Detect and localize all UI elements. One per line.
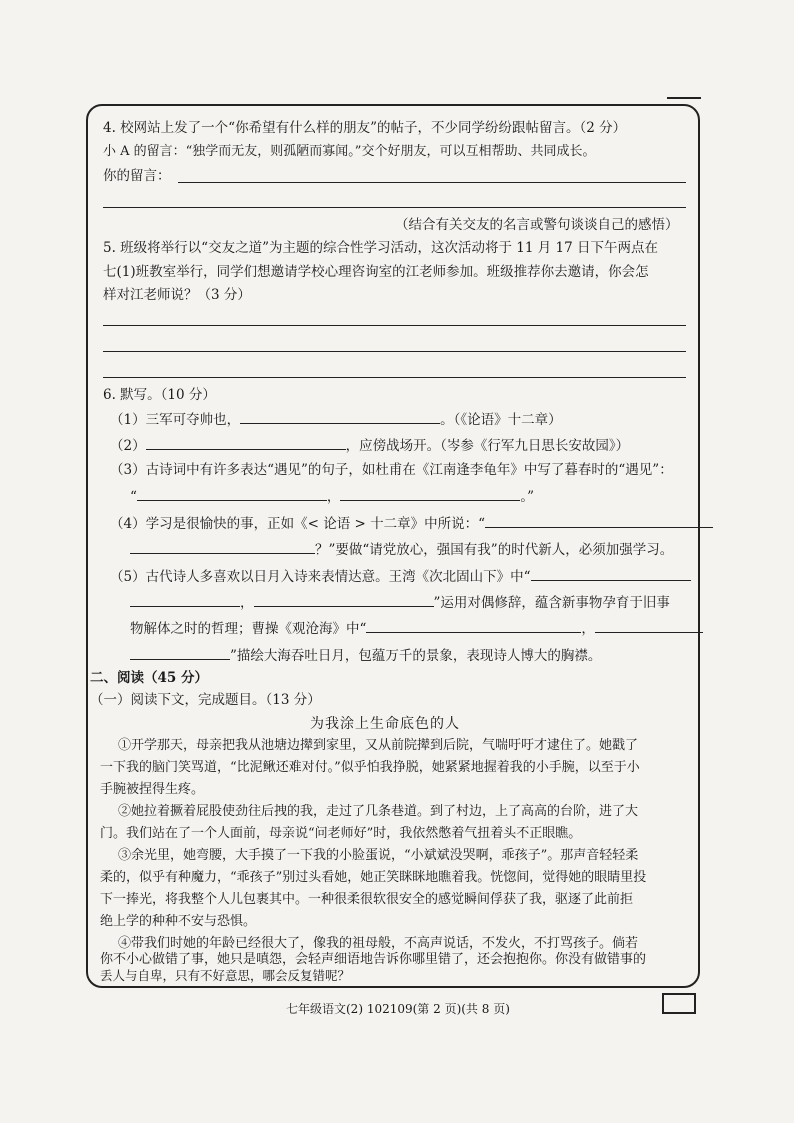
- q4-answer-line-1[interactable]: [178, 182, 686, 183]
- q5-line-2: 七(1)班教室举行，同学们想邀请学校心理咨询室的江老师参加。班级推荐你去邀请，你会怎: [103, 264, 649, 280]
- q6-item-1-post: 。（《论语》十二章）: [440, 412, 562, 428]
- q6-item-5-blank-2[interactable]: [130, 594, 240, 607]
- q6-item-5-comma-2: ，: [581, 621, 595, 637]
- q6-item-4-blank-2[interactable]: [130, 541, 315, 554]
- q6-item-5-blank-6[interactable]: [130, 647, 230, 660]
- q6-item-5-line-2: [130, 594, 670, 611]
- q6-item-1: [110, 411, 562, 428]
- q6-heading: 6. 默写。（10 分）: [103, 387, 216, 403]
- q6-item-4-blank-1[interactable]: [485, 515, 713, 528]
- q6-item-1-pre: （1）三军可夺帅也，: [110, 412, 241, 428]
- q5-answer-line-1[interactable]: [103, 325, 686, 326]
- q6-item-3-line-2: [130, 488, 534, 505]
- q6-item-3-close: 。”: [520, 489, 535, 505]
- q6-item-5-blank-4[interactable]: [366, 620, 581, 633]
- q5-answer-line-3[interactable]: [103, 377, 686, 378]
- passage-p1-line-1: ①开学那天，母亲把我从池塘边撵到家里，又从前院撵到后院，气喘吁吁才逮住了。她戳了: [118, 738, 639, 753]
- passage-p4-line-3: 丢人与自卑，只有不好意思，哪会反复错呢？: [100, 968, 351, 983]
- page-footer: 七年级语文(2) 102109(第 2 页)(共 8 页): [286, 1002, 510, 1016]
- q6-item-1-blank[interactable]: [240, 411, 440, 424]
- q6-item-5-line4-post: ”描绘大海吞吐日月，包蕴万千的景象，表现诗人博大的胸襟。: [230, 648, 602, 664]
- passage-p3-line-2: 柔的，似乎有种魔力，“乖孩子”别过头看她，她正笑眯眯地瞧着我。恍惚间，觉得她的眼睛里投: [100, 870, 647, 885]
- q4-answer-line-2[interactable]: [103, 207, 686, 208]
- passage-p3-line-4: 绝上学的种种不安与恐惧。: [100, 914, 257, 929]
- q4-example: 小 A 的留言：“独学而无友，则孤陋而寡闻。”交个好朋友，可以互相帮助、共同成长。: [103, 144, 596, 159]
- q6-item-2: [110, 437, 629, 454]
- q6-item-5-comma: ，: [240, 595, 254, 611]
- passage-p4-line-2: 你不小心做错了事，她只是嗔怨，会轻声细语地告诉你哪里错了，还会抱抱你。你没有做错事的: [100, 952, 647, 967]
- top-rule: [667, 97, 701, 99]
- passage-p2-line-2: 门。我们站在了一个人面前，母亲说“问老师好”时，我依然憋着气扭着头不正眼瞧。: [100, 826, 582, 841]
- q6-item-3-open: “: [130, 489, 137, 505]
- q6-item-5-line3-pre: 物解体之时的哲理；曹操《观沧海》中“: [130, 621, 367, 637]
- q6-item-4-line-2: [130, 541, 673, 558]
- q6-item-5-blank-1[interactable]: [531, 568, 691, 581]
- passage-title: 为我涂上生命底色的人: [310, 716, 460, 732]
- q6-item-2-pre: （2）: [110, 438, 146, 454]
- passage-p3-line-1: ③余光里，她弯腰，大手摸了一下我的小脸蛋说，“小斌斌没哭啊，乖孩子”。那声音轻轻柔: [118, 848, 639, 863]
- q4-your-label: 你的留言：: [103, 168, 171, 184]
- q6-item-2-post: ，应傍战场开。（岑参《行军九日思长安故园》）: [345, 438, 630, 454]
- q5-line-1: 5. 班级将举行以“交友之道”为主题的综合性学习活动，这次活动将于 11 月 17 日下午两点在: [103, 240, 658, 256]
- q6-item-5-line-4: [130, 647, 601, 664]
- q6-item-4-line-1: [110, 515, 713, 532]
- passage-p3-line-3: 下一捧光，将我整个人儿包裹其中。一种很柔很软很安全的感觉瞬间俘获了我，驱逐了此前拒: [100, 892, 634, 907]
- q6-item-5-mid: ”运用对偶修辞，蕴含新事物孕育于旧事: [433, 595, 670, 611]
- q6-item-2-blank[interactable]: [146, 437, 346, 450]
- q4-hint: （结合有关交友的名言或警句谈谈自己的感悟）: [395, 217, 679, 233]
- q6-item-3-blank-1[interactable]: [137, 488, 327, 501]
- q6-item-4-post: ？”要做“请党放心，强国有我”的时代新人，必须加强学习。: [315, 542, 674, 558]
- q6-item-4-pre: （4）学习是很愉快的事，正如《< 论语 > 十二章》中所说：“: [110, 516, 485, 532]
- q6-item-5-blank-3[interactable]: [254, 594, 434, 607]
- passage-p4-line-1: ④带我们时她的年龄已经很大了，像我的祖母般，不高声说话，不发火，不打骂孩子。倘若: [118, 936, 639, 951]
- q6-item-3-blank-2[interactable]: [340, 488, 520, 501]
- q6-item-3-line-1: （3）古诗词中有许多表达“遇见”的句子，如杜甫在《江南逢李龟年》中写了暮春时的“遇见”：: [110, 462, 673, 478]
- page-number-box: [662, 993, 696, 1014]
- q5-line-3: 样对江老师说？（3 分）: [103, 287, 251, 303]
- q6-item-5-pre: （5）古代诗人多喜欢以日月入诗来表情达意。王湾《次北固山下》中“: [110, 569, 531, 585]
- q6-item-3-comma: ，: [326, 489, 341, 505]
- passage-p1-line-2: 一下我的脑门笑骂道，“比泥鳅还难对付。”似乎怕我挣脱，她紧紧地握着我的小手腕，以至于小: [100, 760, 640, 775]
- q6-item-5-line-1: [110, 568, 691, 585]
- passage-p2-line-1: ②她拉着撅着屁股使劲往后拽的我，走过了几条巷道。到了村边，上了高高的台阶，进了大: [118, 804, 639, 819]
- q6-item-5-line-3: [130, 620, 703, 637]
- passage-p1-line-3: 手腕被捏得生疼。: [100, 782, 205, 797]
- q4-prompt: 4. 校网站上发了一个“你希望有什么样的朋友”的帖子，不少同学纷纷跟帖留言。（2 分）: [103, 120, 627, 136]
- q5-answer-line-2[interactable]: [103, 351, 686, 352]
- q6-item-5-blank-5[interactable]: [595, 620, 703, 633]
- reading-section-title: 二、阅读（45 分）: [90, 670, 208, 686]
- reading-subsection-title: （一）阅读下文，完成题目。（13 分）: [90, 692, 321, 708]
